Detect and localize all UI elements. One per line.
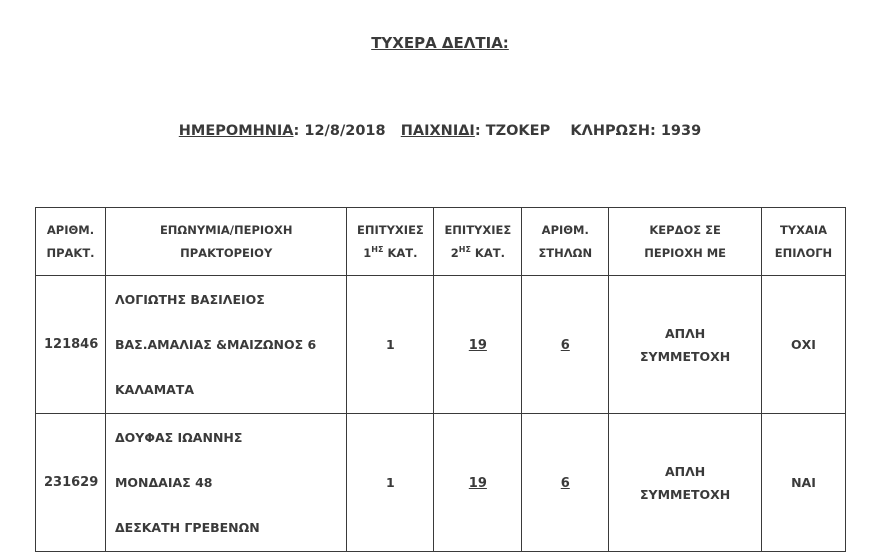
row-code: 121846 <box>36 276 106 414</box>
page-title: ΤΥΧΕΡΑ ΔΕΛΤΙΑ: <box>371 34 509 52</box>
row-area-line1: ΑΠΛΗ <box>664 325 706 341</box>
header-cat2-line1: ΕΠΙΤΥΧΙΕΣ <box>444 222 512 237</box>
row-columns-cell <box>522 414 609 552</box>
header-cat2-num: 2 <box>450 245 459 260</box>
row-area-line2: ΣΥΜΜΕΤΟΧΗ <box>639 486 731 502</box>
shop-name: ΔΟΥΦΑΣ ΙΩΑΝΝΗΣ <box>114 429 243 445</box>
header-columns-line2: ΣΤΗΛΩΝ <box>538 245 593 260</box>
row-columns-link[interactable]: 6 <box>560 337 570 353</box>
draw-label: ΚΛΗΡΩΣΗ <box>570 123 650 139</box>
row-random: ΝΑΙ <box>762 414 846 552</box>
header-code-line1: ΑΡΙΘΜ. <box>46 222 95 237</box>
draw-value: : 1939 <box>650 123 702 139</box>
header-cat2-line2 <box>440 242 515 265</box>
row-area-line2: ΣΥΜΜΕΤΟΧΗ <box>639 348 731 364</box>
row-area <box>609 414 762 552</box>
row-columns-link[interactable]: 6 <box>560 475 570 491</box>
header-cat1-sup: ΗΣ <box>371 244 384 254</box>
header-cat1 <box>347 208 434 276</box>
header-code <box>36 208 106 276</box>
row-shop <box>105 414 346 552</box>
row-cat2-link[interactable]: 19 <box>468 337 487 353</box>
row-cat2-cell <box>434 276 522 414</box>
header-area-line2: ΠΕΡΙΟΧΗ ΜΕ <box>644 245 726 260</box>
header-area-line1: ΚΕΡΔΟΣ ΣΕ <box>649 222 721 237</box>
date-value: : 12/8/2018 <box>293 123 386 139</box>
results-table <box>35 207 846 552</box>
table-row <box>36 414 846 552</box>
header-columns <box>522 208 609 276</box>
row-area-line1: ΑΠΛΗ <box>664 463 706 479</box>
row-cat1: 1 <box>347 414 434 552</box>
row-columns-cell <box>522 276 609 414</box>
shop-city: ΔΕΣΚΑΤΗ ΓΡΕΒΕΝΩΝ <box>114 519 260 535</box>
table-header-row <box>36 208 846 276</box>
header-cat2 <box>434 208 522 276</box>
header-shop-line1: ΕΠΩΝΥΜΙΑ/ΠΕΡΙΟΧΗ <box>159 222 293 237</box>
row-area <box>609 276 762 414</box>
header-area <box>609 208 762 276</box>
draw-info <box>0 123 880 139</box>
header-code-line2: ΠΡΑΚΤ. <box>46 245 95 260</box>
date-label: ΗΜΕΡΟΜΗΝΙΑ <box>178 123 294 139</box>
row-cat2-cell <box>434 414 522 552</box>
shop-address: ΒΑΣ.ΑΜΑΛΙΑΣ &ΜΑΙΖΩΝΟΣ 6 <box>114 336 317 352</box>
table-row <box>36 276 846 414</box>
header-cat2-tail: ΚΑΤ. <box>470 245 505 260</box>
header-columns-line1: ΑΡΙΘΜ. <box>541 222 589 237</box>
shop-name: ΛΟΓΙΩΤΗΣ ΒΑΣΙΛΕΙΟΣ <box>114 291 265 307</box>
row-cat2-link[interactable]: 19 <box>468 475 487 491</box>
shop-city: ΚΑΛΑΜΑΤΑ <box>114 381 195 397</box>
header-shop <box>105 208 346 276</box>
header-cat1-line1: ΕΠΙΤΥΧΙΕΣ <box>357 222 424 237</box>
header-random <box>762 208 846 276</box>
row-cat1: 1 <box>347 276 434 414</box>
row-shop <box>105 276 346 414</box>
game-label: ΠΑΙΧΝΙΔΙ <box>400 123 475 139</box>
shop-address: ΜΟΝΔΑΙΑΣ 48 <box>114 474 213 490</box>
header-cat2-sup: ΗΣ <box>458 244 471 254</box>
row-random: ΟΧΙ <box>762 276 846 414</box>
header-shop-line2: ΠΡΑΚΤΟΡΕΙΟΥ <box>180 245 273 260</box>
header-random-line1: ΤΥΧΑΙΑ <box>779 222 828 237</box>
header-random-line2: ΕΠΙΛΟΓΗ <box>774 245 833 260</box>
header-cat1-num: 1 <box>363 245 372 260</box>
header-cat1-line2 <box>353 242 427 265</box>
game-value: : ΤΖΟΚΕΡ <box>474 123 551 139</box>
header-cat1-tail: ΚΑΤ. <box>383 245 418 260</box>
row-code: 231629 <box>36 414 106 552</box>
